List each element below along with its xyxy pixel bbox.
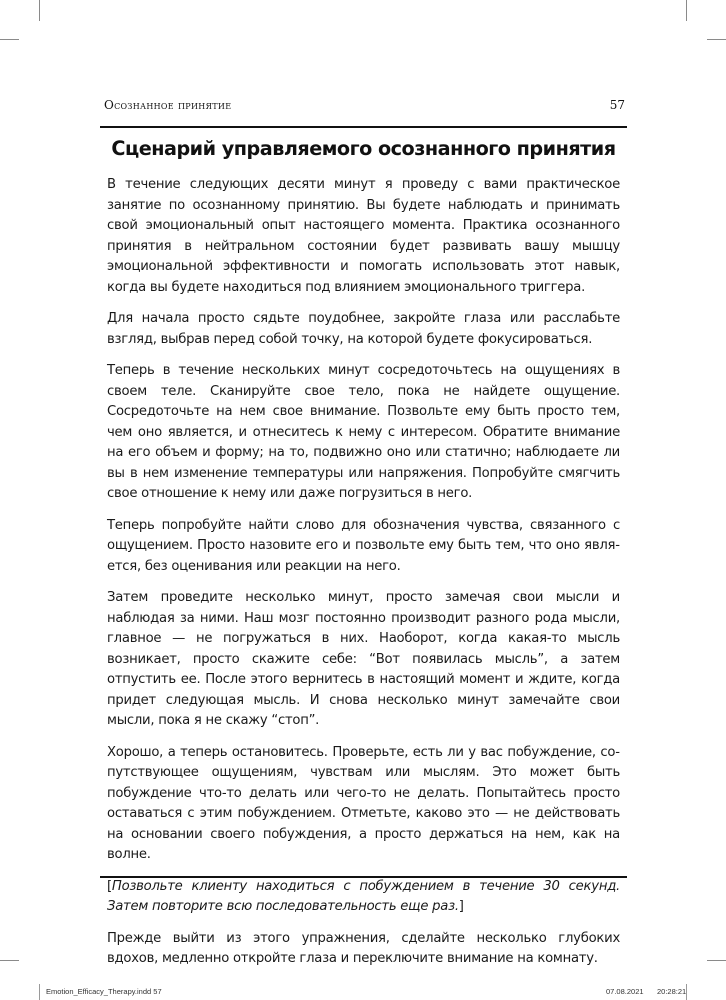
paragraph: Затем проведите несколько минут, просто замечая свои мысли и наблюдая за ними. Наш мозг постоянно производит разного рода мысли, главное — не погружаться в них. Наоборот, когда какая-то мысль возникает, просто скажите себе: “Вот появилась мысль”, а затем отпустить ее. После этого вернитесь в настоящий момент и ждите, когда придет следующая мысль. И снова несколько минут замечайте свои мысли, пока я не скажу “стоп”. — [107, 590, 620, 728]
paragraph: Для начала просто сядьте поудобнее, закройте глаза или расслабьте взгляд, выбрав перед собой точку, на которой будете фокусироваться. — [107, 311, 620, 347]
crop-mark — [0, 960, 19, 961]
article-title: Сценарий управляемого осознанного принятия — [111, 137, 616, 160]
running-header — [104, 98, 625, 112]
crop-mark — [707, 39, 726, 40]
slug-date: 07.08.2021 — [606, 987, 644, 996]
header-rule — [100, 126, 627, 128]
section-title: Осознанное принятие — [104, 98, 232, 112]
crop-mark — [0, 39, 19, 40]
crop-mark — [39, 0, 40, 21]
instruction-text: Позвольте клиенту находиться с побуждением в течение 30 секунд. Затем повторите всю последовательность еще раз. — [107, 878, 620, 914]
paragraph: Хорошо, а теперь остановитесь. Проверьте, есть ли у вас побуждение, сопутствующее ощущениям, чувствам или мыслям. Это может быть побуждение что-то делать или чего-то не делать. Попытайтесь просто оставаться с этим побуждением. Отметьте, каково это — не действовать на основании своего побуждения, а просто держаться на нем, как на волне. — [107, 744, 620, 862]
slug-filename: Emotion_Efficacy_Therapy.indd 57 — [46, 987, 162, 996]
slug-divider — [39, 984, 40, 1000]
crop-mark — [707, 960, 726, 961]
crop-mark — [686, 0, 687, 21]
paragraph: Теперь в течение нескольких минут сосредоточьтесь на ощущениях в своем теле. Сканируйте свое тело, пока не найдете ощущение. Сосредоточьте на нем свое внимание. Позвольте ему быть просто тем, чем оно является, и отнеситесь к нему с интересом. Обратите внимание на его объем и форму; на то, подвижно оно или статично; наблюдаете ли вы в нем изменение температуры или напряжения. Попробуйте смягчить свое отношение к нему или даже погрузиться в него. — [107, 363, 620, 501]
print-slug — [0, 984, 726, 1000]
page-content — [107, 134, 620, 981]
closing-paragraph: Прежде выйти из этого упражнения, сделайте несколько глубоких вдохов, медленно откройте глаза и переключите внимание на комнату. — [107, 930, 620, 966]
therapist-instruction — [107, 877, 620, 918]
bracket-open: [ — [107, 878, 112, 894]
slug-time: 20:28:21 — [657, 987, 687, 996]
footer-rule — [100, 876, 627, 878]
slug-divider — [686, 984, 687, 1000]
page-number: 57 — [609, 98, 625, 112]
paragraph: В течение следующих десяти минут я проведу с вами практическое занятие по осознанному принятию. Вы будете наблюдать и принимать свой эмоциональный опыт настоящего момента. Практика осознанного принятия в нейтральном состоянии будет развивать вашу мышцу эмоциональной эффективности и помогать использовать этот навык, когда вы будете находиться под влиянием эмоционального триггера. — [107, 177, 620, 295]
paragraph: Теперь попробуйте найти слово для обозначения чувства, связанного с ощущением. Просто назовите его и позвольте ему быть тем, что оно является, без оценивания или реакции на него. — [107, 517, 620, 574]
bracket-close: ] — [458, 899, 464, 914]
